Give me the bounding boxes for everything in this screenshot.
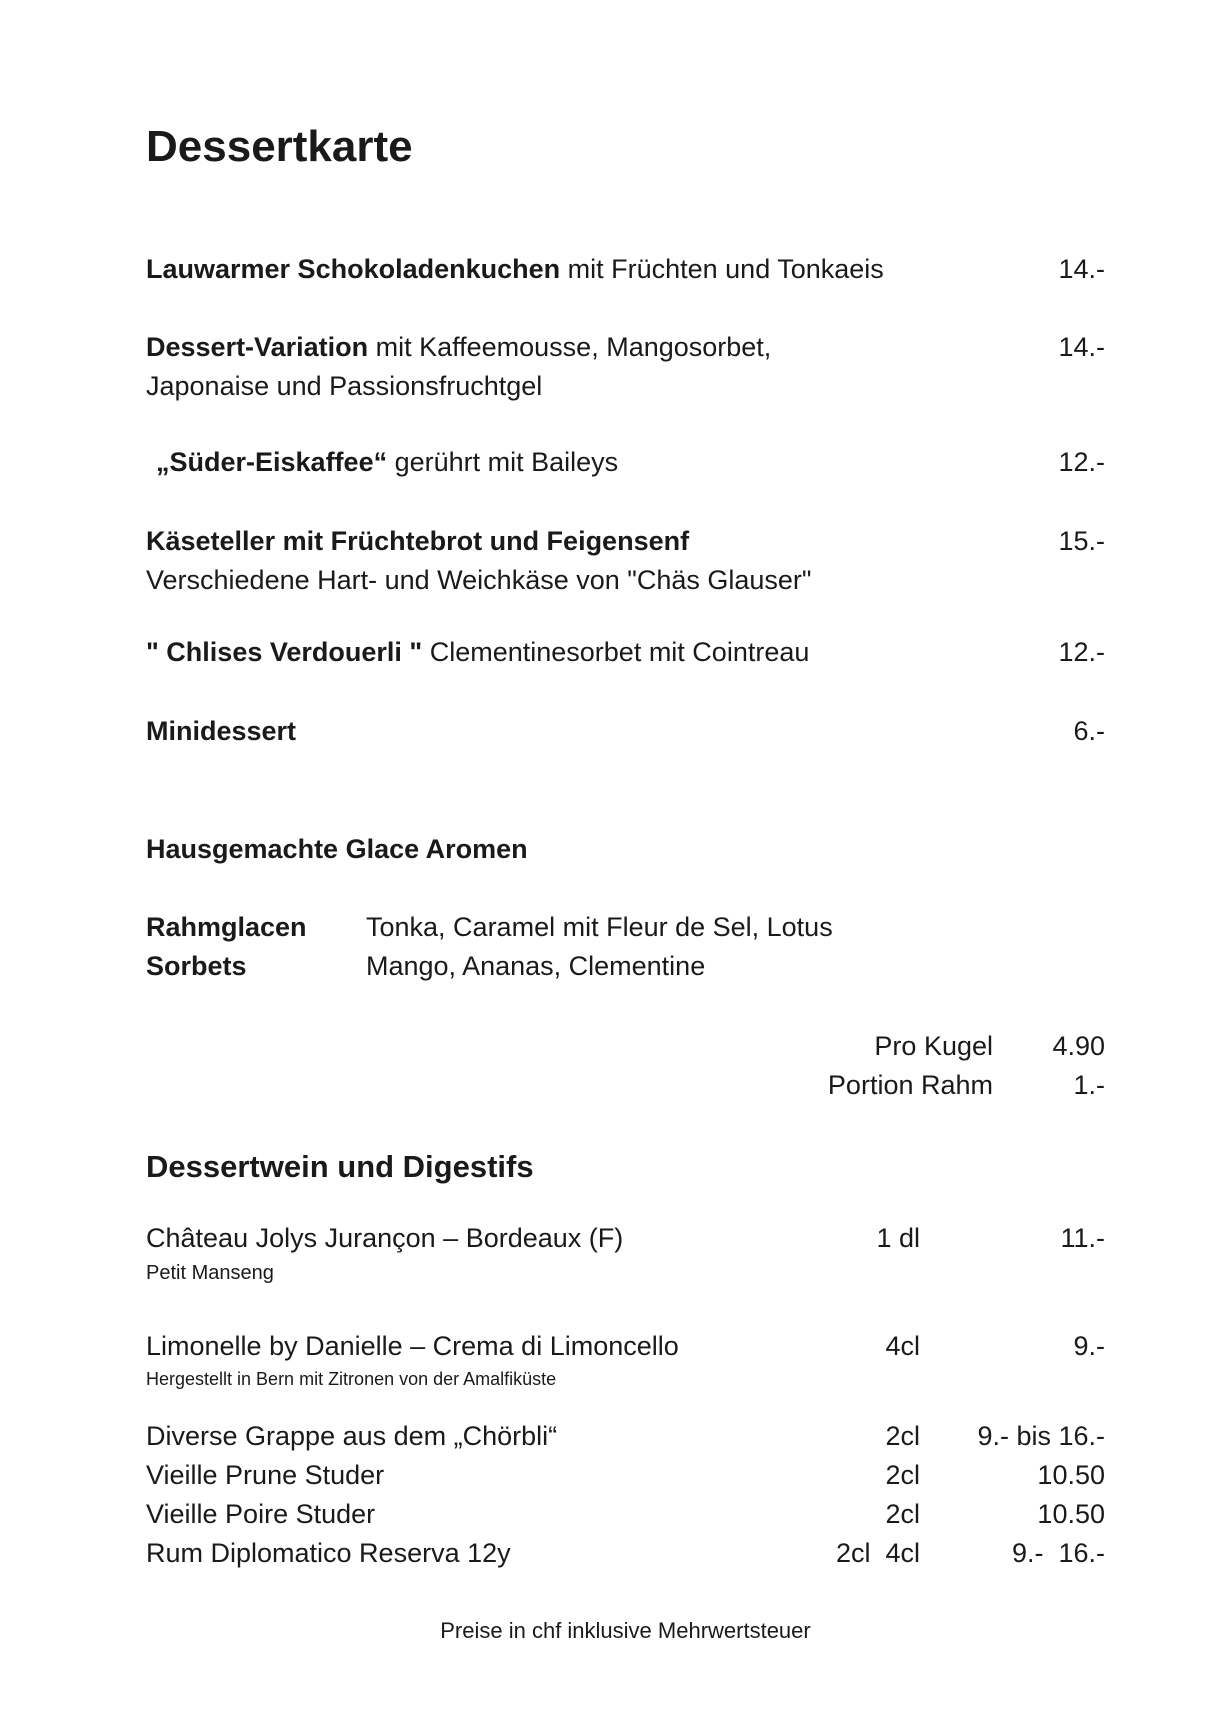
wine-name: Limonelle by Danielle – Crema di Limoncello xyxy=(146,1331,679,1361)
extra-label: Portion Rahm xyxy=(827,1070,993,1100)
page-title: Dessertkarte xyxy=(146,122,413,171)
item-name-rest: gerührt mit Baileys xyxy=(387,447,619,477)
digestifs-heading: Dessertwein und Digestifs xyxy=(146,1149,534,1184)
item-name-line2: Japonaise und Passionsfruchtgel xyxy=(146,371,543,401)
spirit-row xyxy=(146,1456,1105,1495)
item-price: 12.- xyxy=(1058,637,1105,667)
extra-price: 4.90 xyxy=(1052,1031,1105,1061)
glace-row xyxy=(146,947,1105,986)
wine-subtext: Hergestellt in Bern mit Zitronen von der Amalfiküste xyxy=(146,1369,557,1389)
wine-item-row xyxy=(146,1219,1105,1258)
wine-item-block xyxy=(146,1327,1105,1392)
digestifs-section xyxy=(146,1145,1105,1573)
extra-price: 1.- xyxy=(1073,1070,1105,1100)
item-name-rest: mit Kaffeemousse, Mangosorbet, xyxy=(368,332,772,362)
menu-item-row xyxy=(146,250,1105,289)
item-price: 14.- xyxy=(1058,332,1105,362)
menu-item-row xyxy=(146,522,1105,561)
glace-category-label: Rahmglacen xyxy=(146,912,307,942)
extra-label: Pro Kugel xyxy=(874,1031,993,1061)
menu-item-row xyxy=(146,633,1105,672)
spirit-name: Vieille Poire Studer xyxy=(146,1499,376,1529)
wine-subtext: Petit Manseng xyxy=(146,1262,274,1284)
wine-measure: 4cl xyxy=(885,1331,920,1361)
wine-measure: 1 dl xyxy=(876,1223,920,1253)
item-name xyxy=(146,522,920,561)
item-price: 14.- xyxy=(1058,254,1105,284)
glace-row xyxy=(146,908,1105,947)
spirit-measure: 2cl 4cl xyxy=(835,1538,920,1568)
item-price: 6.- xyxy=(1073,716,1105,746)
item-name-bold: Käseteller mit Früchtebrot und Feigensenf xyxy=(146,526,690,556)
item-name-rest: mit Früchten und Tonkaeis xyxy=(560,254,884,284)
spirit-measure: 2cl xyxy=(885,1460,920,1490)
spirit-price: 10.50 xyxy=(1037,1460,1105,1490)
spirit-name: Vieille Prune Studer xyxy=(146,1460,385,1490)
glace-extra-row xyxy=(146,1027,1105,1066)
item-name xyxy=(146,633,920,672)
item-name-bold: Dessert-Variation xyxy=(146,332,369,362)
spirit-measure: 2cl xyxy=(885,1421,920,1451)
item-name-bold: " Chlises Verdouerli " xyxy=(146,637,423,667)
item-name-bold: „Süder-Eiskaffee“ xyxy=(156,447,388,477)
item-name xyxy=(146,250,920,289)
item-price: 12.- xyxy=(1058,447,1105,477)
menu-item-block xyxy=(146,328,1105,406)
spirit-row xyxy=(146,1534,1105,1573)
item-name xyxy=(146,443,920,482)
glace-section xyxy=(146,830,1105,1105)
glace-extra-row xyxy=(146,1066,1105,1105)
glace-flavours: Mango, Ananas, Clementine xyxy=(366,951,706,981)
desserts-section xyxy=(146,250,1105,751)
wine-item-row xyxy=(146,1327,1105,1366)
menu-item-row xyxy=(146,328,1105,367)
spirit-measure: 2cl xyxy=(885,1499,920,1529)
wine-price: 11.- xyxy=(1060,1223,1105,1253)
wine-price: 9.- xyxy=(1073,1331,1105,1361)
spirits-group xyxy=(146,1417,1105,1573)
spirit-name: Diverse Grappe aus dem „Chörbli“ xyxy=(146,1421,558,1451)
spirit-price: 9.- bis 16.- xyxy=(977,1421,1105,1451)
item-name xyxy=(146,328,920,367)
glace-category-label: Sorbets xyxy=(146,951,247,981)
spirit-row xyxy=(146,1417,1105,1456)
menu-item-block xyxy=(146,522,1105,600)
item-name-bold: Minidessert xyxy=(146,716,297,746)
vat-notice: Preise in chf inklusive Mehrwertsteuer xyxy=(440,1618,811,1643)
glace-flavours: Tonka, Caramel mit Fleur de Sel, Lotus xyxy=(366,912,833,942)
item-name-bold: Lauwarmer Schokoladenkuchen xyxy=(146,254,561,284)
menu-item-row xyxy=(146,443,1105,482)
spirit-row xyxy=(146,1495,1105,1534)
menu-item-row xyxy=(146,712,1105,751)
spirit-name: Rum Diplomatico Reserva 12y xyxy=(146,1538,511,1568)
wine-name: Château Jolys Jurançon – Bordeaux (F) xyxy=(146,1223,624,1253)
wine-item-block xyxy=(146,1219,1105,1288)
spirit-price: 10.50 xyxy=(1037,1499,1105,1529)
item-name xyxy=(146,712,920,751)
item-name-line2: Verschiedene Hart- und Weichkäse von "Chäs Glauser" xyxy=(146,565,812,595)
spirit-price: 9.- 16.- xyxy=(1011,1538,1105,1568)
item-name-rest: Clementinesorbet mit Cointreau xyxy=(422,637,810,667)
item-price: 15.- xyxy=(1058,526,1105,556)
glace-heading: Hausgemachte Glace Aromen xyxy=(146,834,528,864)
